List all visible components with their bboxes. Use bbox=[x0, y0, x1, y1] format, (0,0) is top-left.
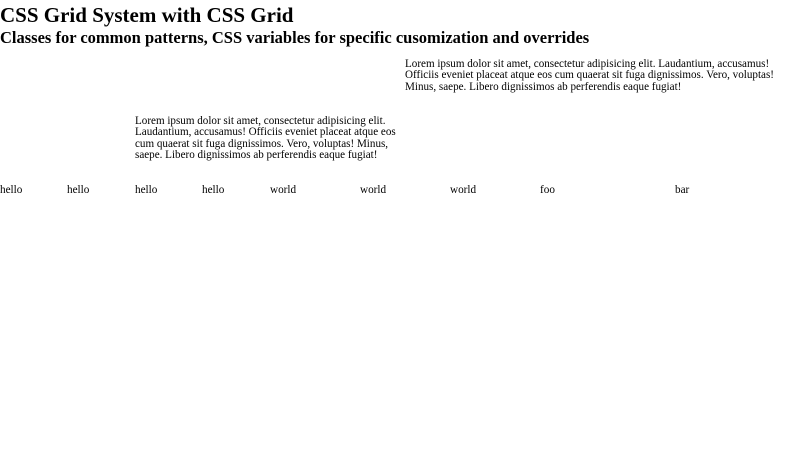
grid-cell-world-1: world bbox=[270, 184, 297, 196]
grid-cell-hello-1: hello bbox=[0, 184, 23, 196]
grid-paragraph-middle: Lorem ipsum dolor sit amet, consectetur adipisicing elit. Laudantium, accusamus! Officiis eveniet placeat atque eos cum quaerat sit fuga dignissimos. Vero, voluptas! Minus, saepe. Libero dignissimos ab perferendis eaque fugiat! bbox=[135, 115, 396, 161]
page-title: CSS Grid System with CSS Grid bbox=[0, 3, 294, 27]
grid-cell-hello-4: hello bbox=[202, 184, 225, 196]
grid-cell-world-3: world bbox=[450, 184, 477, 196]
grid-cell-hello-3: hello bbox=[135, 184, 158, 196]
page-subtitle: Classes for common patterns, CSS variables for specific cusomization and overrides bbox=[0, 28, 590, 47]
grid-word-row bbox=[0, 184, 800, 198]
grid-paragraph-right: Lorem ipsum dolor sit amet, consectetur adipisicing elit. Laudantium, accusamus! Officiis eveniet placeat atque eos cum quaerat sit fuga dignissimos. Vero, voluptas! Minus, saepe. Libero dignissimos ab perferendis eaque fugiat! bbox=[405, 58, 774, 93]
grid-cell-world-2: world bbox=[360, 184, 387, 196]
grid-cell-foo: foo bbox=[540, 184, 555, 196]
grid-cell-hello-2: hello bbox=[67, 184, 90, 196]
grid-cell-bar: bar bbox=[675, 184, 690, 196]
